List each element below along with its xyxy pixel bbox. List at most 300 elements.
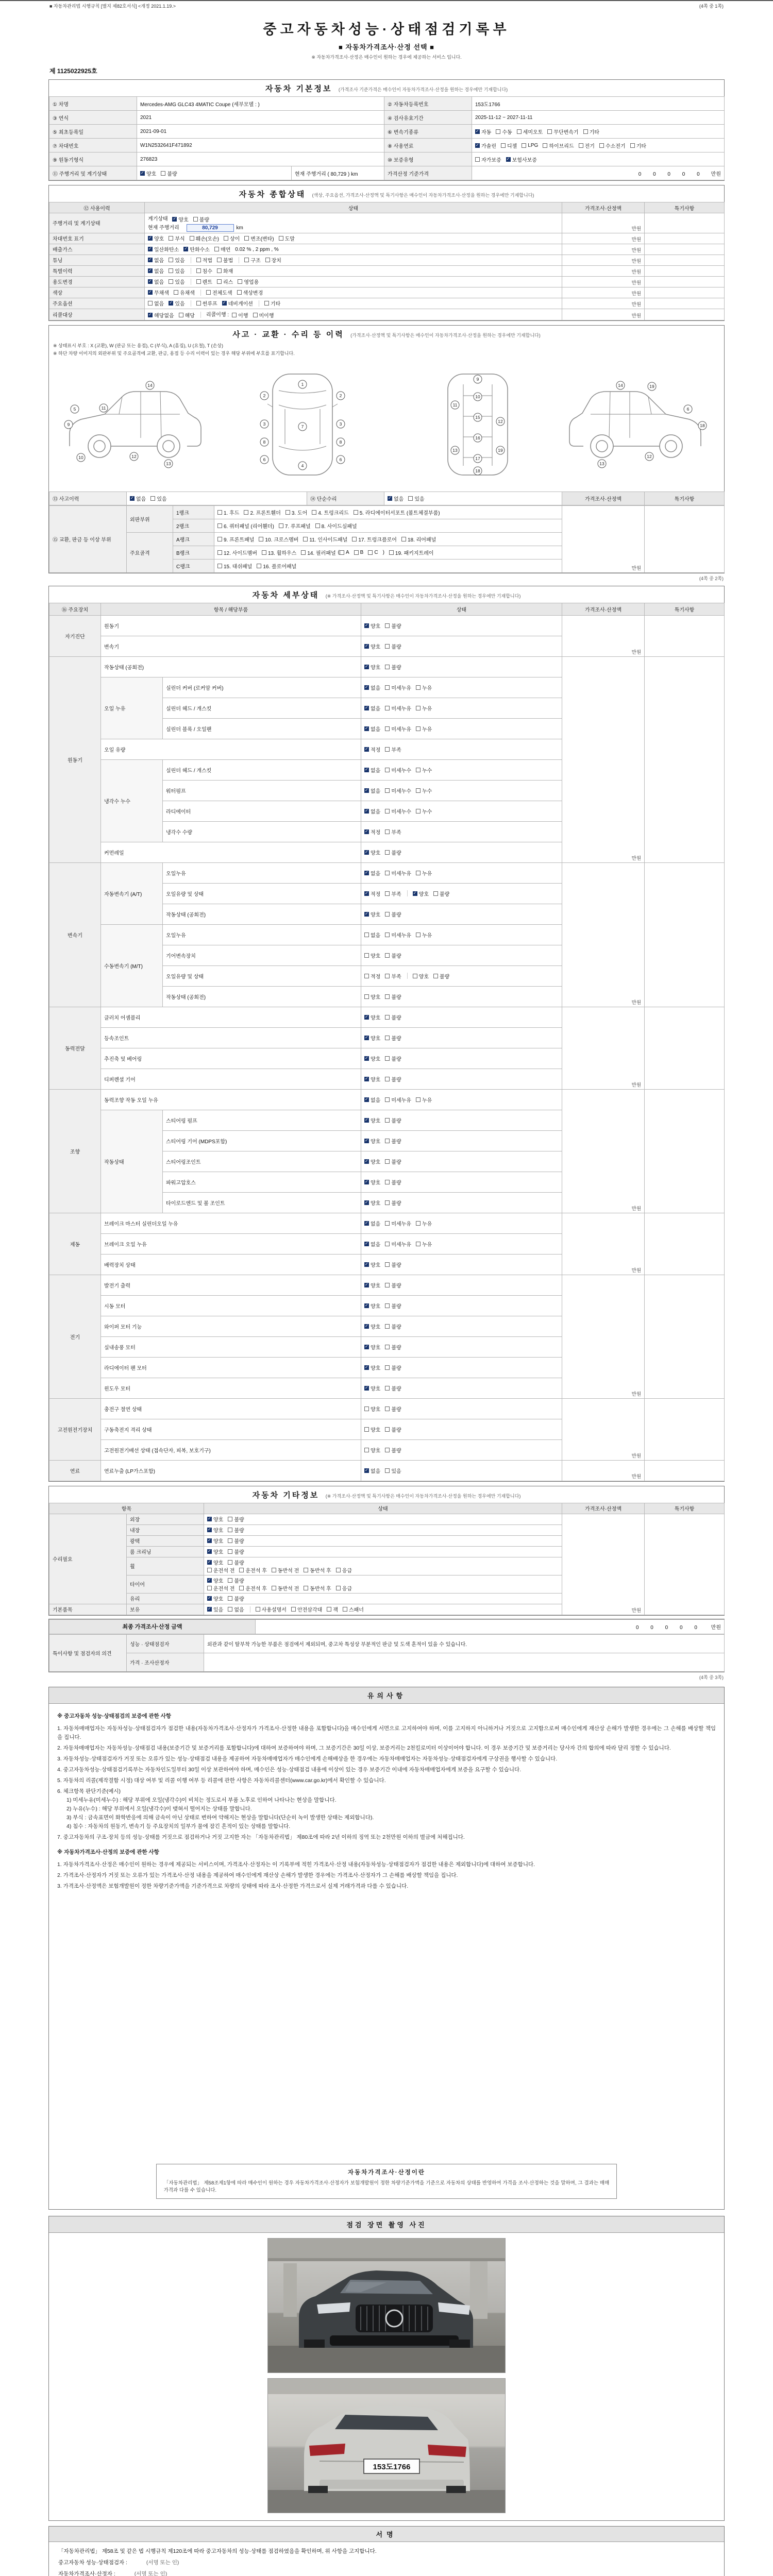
checkbox-checked[interactable]: ✓ 양호 (364, 1384, 380, 1392)
checkbox-checked[interactable]: ✓ 없음 (130, 495, 146, 502)
checkbox-unchecked[interactable]: 적정 (364, 972, 380, 980)
checkbox-unchecked[interactable]: 7. 루프패널 (279, 522, 311, 530)
checkbox-unchecked[interactable]: 있음 (169, 256, 184, 264)
diagram-part-number (130, 452, 138, 461)
etc-item-label: 광택 (127, 1535, 204, 1546)
checkbox-unchecked[interactable]: 양호 (413, 972, 429, 980)
checkbox-unchecked[interactable]: 리스 (217, 278, 233, 285)
checkbox-unchecked[interactable]: 있음 (169, 278, 184, 285)
checkbox-unchecked[interactable]: 불량 (385, 1302, 401, 1310)
device-group-label: 조향 (49, 1089, 101, 1213)
basic-value: 153도1766 (472, 97, 725, 111)
checkbox-unchecked[interactable]: 불량 (433, 972, 449, 980)
etc-title: 자동차 기타정보 (252, 1490, 320, 1500)
detail-price-cell: 만원 (562, 1213, 645, 1275)
checkbox-unchecked[interactable]: 미이행 (253, 311, 274, 319)
detail-item-label: 기어변속장치 (163, 945, 361, 965)
checkbox-checked[interactable]: ✓ 양호 (207, 1558, 223, 1566)
overall-item-state (145, 213, 562, 233)
photo-section-title: 점검 장면 촬영 사진 (49, 2216, 724, 2233)
checkbox-unchecked[interactable]: 13. 휠하우스 (262, 549, 296, 556)
final-price-label: 최종 가격조사·산정 금액 (49, 1619, 256, 1634)
checkbox-unchecked[interactable]: 불량 (385, 1055, 401, 1062)
basic-info-subtitle: (가격조사 기준가격은 매수인이 자동차가격조사·산정을 원하는 경우에만 기재합니다) (338, 87, 508, 92)
checkbox-unchecked[interactable]: 불량 (161, 170, 177, 177)
checkbox-unchecked[interactable]: 색상변경 (237, 289, 263, 296)
checkbox-unchecked[interactable]: 불량 (385, 849, 401, 856)
checkbox-unchecked[interactable]: 불량 (385, 993, 401, 1001)
checkbox-unchecked[interactable]: 운전석 후 (239, 1584, 266, 1592)
state-line (148, 234, 559, 242)
col-state: 상태 (145, 202, 562, 213)
checkbox-unchecked[interactable]: 불량 (228, 1548, 244, 1555)
checkbox-unchecked[interactable]: 유채색 (174, 289, 195, 296)
checkbox-unchecked[interactable]: 운전석 전 (207, 1584, 234, 1592)
checkbox-unchecked[interactable]: 불량 (385, 1158, 401, 1165)
checkbox-checked[interactable]: ✓ 없음 (364, 766, 380, 774)
checkbox-unchecked[interactable]: 수소전기 (599, 142, 626, 149)
checkbox-checked[interactable]: ✓ 양호 (140, 170, 156, 177)
checkbox-checked[interactable]: ✓ 양호 (364, 1013, 380, 1021)
checkbox-unchecked[interactable]: 누수 (416, 766, 432, 774)
overall-item-state (145, 276, 562, 287)
checkbox-checked[interactable]: ✓ 양호 (364, 849, 380, 856)
checkbox-unchecked[interactable]: 불량 (385, 663, 401, 671)
inline-label: 리콜이행 : (206, 312, 229, 318)
checkbox-unchecked[interactable]: 상이 (224, 234, 240, 242)
detail-item-label: 실린더 블록 / 오일팬 (163, 718, 361, 739)
checkbox-checked[interactable]: ✓ 양호 (364, 1137, 380, 1145)
checkbox-unchecked[interactable]: 불량 (385, 1384, 401, 1392)
checkbox-unchecked[interactable]: 기타 (264, 299, 280, 307)
signer-assessor-label: 자동차가격조사·산정자 : (58, 2570, 115, 2576)
checkbox-unchecked[interactable]: 누유 (416, 931, 432, 939)
detail-item-state (361, 1069, 562, 1089)
checkbox-checked[interactable]: ✓ 양호 (364, 1364, 380, 1371)
checkbox-unchecked[interactable]: 렌트 (196, 278, 212, 285)
overall-title: 자동차 종합상태 (239, 190, 306, 199)
checkbox-unchecked[interactable]: 불량 (228, 1577, 244, 1584)
checkbox-unchecked[interactable]: 미세누유 (385, 704, 411, 712)
detail-item-state (361, 1192, 562, 1213)
checkbox-unchecked[interactable]: 미세누유 (385, 684, 411, 691)
checkbox-unchecked[interactable]: 불량 (228, 1526, 244, 1534)
checkbox-unchecked[interactable]: 스패너 (343, 1605, 364, 1613)
etc-price-cell: 만원 (562, 1514, 645, 1615)
checkbox-unchecked[interactable]: 동반석 후 (304, 1566, 331, 1574)
etc-item-label: 타이어 (127, 1575, 204, 1593)
col-price: 가격조사·산정액 (562, 202, 645, 213)
checkbox-checked[interactable]: ✓ 가솔린 (475, 142, 496, 149)
checkbox-unchecked[interactable]: 전기 (579, 142, 595, 149)
svg-text:8: 8 (339, 439, 342, 445)
checkbox-unchecked[interactable]: 누유 (416, 1240, 432, 1248)
checkbox-unchecked[interactable]: 1. 후드 (217, 509, 239, 516)
checkbox-unchecked[interactable]: 누유 (416, 725, 432, 733)
checkbox-unchecked[interactable]: 미세누수 (385, 807, 411, 815)
checkbox-unchecked[interactable]: 미세누유 (385, 725, 411, 733)
checkbox-checked[interactable]: ✓ 자동 (475, 128, 491, 135)
device-group-label: 전기 (49, 1275, 101, 1398)
overall-item-state (145, 309, 562, 320)
mileage-value-cell: 현재 주행거리 ( 80,729 ) km (292, 166, 384, 180)
etc-item-state (204, 1557, 562, 1575)
checkbox-unchecked[interactable]: 양호 (364, 1405, 380, 1413)
checkbox-checked[interactable]: ✓ 양호 (207, 1537, 223, 1545)
checkbox-checked[interactable]: ✓ 양호 (364, 1323, 380, 1330)
checkbox-unchecked[interactable]: 불량 (228, 1537, 244, 1545)
checkbox-unchecked[interactable]: 불량 (385, 1446, 401, 1454)
checkbox-unchecked[interactable]: 불량 (385, 1281, 401, 1289)
checkbox-unchecked[interactable]: 매연 (214, 245, 230, 253)
checkbox-unchecked[interactable]: 장치 (265, 256, 281, 264)
overall-note-cell (645, 309, 725, 320)
checkbox-unchecked[interactable]: 하이브리드 (543, 142, 574, 149)
checkbox-unchecked[interactable]: 18. 리어패널 (401, 535, 436, 543)
checkbox-checked[interactable]: ✓ 없음 (364, 1096, 380, 1104)
checkbox-unchecked[interactable]: 운전석 후 (239, 1566, 266, 1574)
checkbox-unchecked[interactable]: 화재 (217, 267, 233, 275)
basic-label-mileage: ⑪ 주행거리 및 계기상태 (49, 166, 137, 180)
checkbox-unchecked[interactable]: 적법 (196, 256, 212, 264)
checkbox-unchecked[interactable]: 동반석 전 (272, 1584, 299, 1592)
checkbox-unchecked[interactable]: LPG (522, 143, 538, 148)
photo-rear-car-image (268, 2379, 505, 2513)
checkbox-checked[interactable]: ✓ 있음 (169, 299, 184, 307)
checkbox-checked[interactable]: ✓ 일산화탄소 (148, 245, 179, 253)
detail-item-state (361, 1027, 562, 1048)
svg-text:19: 19 (498, 447, 503, 453)
notice-item: 3. 가격조사·산정액은 보험개발원이 정한 차량기준가액을 기준가격으로 차량의 상태에 따라 조사·산정한 가격으로서 실제 거래가격과 다를 수 있습니다. (57, 1883, 409, 1889)
device-group-label: 원동기 (49, 656, 101, 862)
checkbox-checked[interactable]: ✓ 양호 (364, 1158, 380, 1165)
checkbox-unchecked[interactable]: 불량 (385, 1137, 401, 1145)
checkbox-unchecked[interactable]: 12. 사이드멤버 (217, 549, 257, 556)
checkbox-checked[interactable]: ✓ 적정 (364, 745, 380, 753)
checkbox-unchecked[interactable]: 침수 (196, 267, 212, 275)
svg-text:2: 2 (339, 393, 342, 398)
checkbox-checked[interactable]: ✓ 양호 (364, 1199, 380, 1207)
checkbox-unchecked[interactable]: 5. 라디에이터서포트 (볼트체결부품) (354, 509, 440, 516)
checkbox-checked[interactable]: ✓ 없음 (148, 256, 164, 264)
divider (200, 312, 201, 318)
checkbox-unchecked[interactable]: 도말 (279, 234, 295, 242)
basic-label: ⑥ 변속기종류 (384, 125, 472, 139)
checkbox-checked[interactable]: ✓ 양호 (207, 1515, 223, 1523)
checkbox-checked[interactable]: ✓ 양호 (207, 1526, 223, 1534)
svg-text:3: 3 (339, 421, 342, 427)
checkbox-unchecked[interactable]: 불량 (193, 215, 209, 223)
checkbox-unchecked[interactable]: 미세누유 (385, 931, 411, 939)
checkbox-checked[interactable]: ✓ 양호 (364, 1055, 380, 1062)
basic-label: ④ 검사유효기간 (384, 111, 472, 125)
checkbox-checked[interactable]: ✓ 양호 (364, 622, 380, 630)
checkbox-checked[interactable]: ✓ 없음 (364, 807, 380, 815)
checkbox-unchecked[interactable]: 불량 (228, 1515, 244, 1523)
checkbox-checked[interactable]: ✓ 없음 (364, 869, 380, 877)
checkbox-unchecked[interactable]: 기타 (630, 142, 646, 149)
checkbox-unchecked[interactable]: A (340, 550, 349, 555)
etc-item-state (204, 1535, 562, 1546)
detail-item-state (361, 718, 562, 739)
checkbox-unchecked[interactable]: 3. 도어 (285, 509, 307, 516)
checkbox-unchecked[interactable]: 17. 트렁크플로어 (352, 535, 397, 543)
checkbox-unchecked[interactable]: 없음 (228, 1605, 244, 1613)
checkbox-unchecked[interactable]: 없음 (148, 299, 164, 307)
svg-text:16: 16 (475, 435, 480, 440)
checkbox-unchecked[interactable]: 불량 (385, 622, 401, 630)
checkbox-unchecked[interactable]: 훼손(오손) (190, 234, 219, 242)
checkbox-unchecked[interactable]: B (354, 550, 364, 555)
checkbox-unchecked[interactable]: 불량 (385, 1343, 401, 1351)
checkbox-unchecked[interactable]: 6. 쿼터패널 (리어휀더) (217, 522, 274, 530)
checkbox-unchecked[interactable]: 양호 (364, 1446, 380, 1454)
checkbox-unchecked[interactable]: 있음 (385, 1467, 401, 1475)
detail-price-cell: 만원 (562, 1275, 645, 1398)
checkbox-unchecked[interactable]: 누유 (416, 684, 432, 691)
checkbox-unchecked[interactable]: 미세누수 (385, 787, 411, 794)
detail-note-cell (645, 1089, 725, 1213)
detail-item-label: 파워고압호스 (163, 1172, 361, 1192)
checkbox-unchecked[interactable]: 불량 (385, 1405, 401, 1413)
checkbox-checked[interactable]: ✓ 양호 (364, 1116, 380, 1124)
checkbox-unchecked[interactable]: 불량 (385, 1323, 401, 1330)
checkbox-unchecked[interactable]: 불량 (385, 952, 401, 959)
detail-item-label: 워터펌프 (163, 780, 361, 801)
checkbox-unchecked[interactable]: 잭 (327, 1605, 338, 1613)
state-line (148, 278, 559, 285)
checkbox-unchecked[interactable]: 썬루프 (196, 299, 217, 307)
checkbox-unchecked[interactable]: 불량 (385, 642, 401, 650)
checkbox-checked[interactable]: ✓ 양호 (172, 215, 188, 223)
checkbox-checked[interactable]: ✓ 양호 (364, 1178, 380, 1186)
checkbox-unchecked[interactable]: 9. 프론트패널 (217, 535, 254, 543)
checkbox-checked[interactable]: ✓ 없음 (148, 278, 164, 285)
checkbox-unchecked[interactable]: 수동 (496, 128, 512, 135)
checkbox-unchecked[interactable]: 동반석 전 (272, 1566, 299, 1574)
checkbox-unchecked[interactable]: 누유 (416, 1219, 432, 1227)
checkbox-checked[interactable]: ✓ 탄화수소 (183, 245, 210, 253)
checkbox-unchecked[interactable]: 있음 (408, 495, 424, 502)
checkbox-unchecked[interactable]: 누유 (416, 1096, 432, 1104)
checkbox-checked[interactable]: ✓ 보험사보증 (506, 156, 537, 163)
checkbox-checked[interactable]: ✓ 네비게이션 (222, 299, 253, 307)
detail-item-state (361, 780, 562, 801)
checkbox-unchecked[interactable]: 동반석 후 (304, 1584, 331, 1592)
checkbox-checked[interactable]: ✓ 해당없음 (148, 311, 174, 319)
diagram-part-number (260, 392, 268, 400)
checkbox-unchecked[interactable]: 누유 (416, 704, 432, 712)
etc-item-label: 내장 (127, 1524, 204, 1535)
checkbox-unchecked[interactable]: 미세누수 (385, 766, 411, 774)
checkbox-unchecked[interactable]: 누수 (416, 807, 432, 815)
checkbox-unchecked[interactable]: 15. 대쉬패널 (217, 562, 252, 570)
checkbox-unchecked[interactable]: 불량 (385, 910, 401, 918)
checkbox-unchecked[interactable]: 미세누유 (385, 1219, 411, 1227)
basic-value: 2025-11-12 ~ 2027-11-11 (472, 111, 725, 125)
checkbox-unchecked[interactable]: 자가보증 (475, 156, 501, 163)
checkbox-unchecked[interactable]: 양호 (364, 993, 380, 1001)
checkbox-unchecked[interactable]: 불법 (217, 256, 233, 264)
document-title: 중고자동차성능·상태점검기록부 (263, 22, 510, 37)
checkbox-unchecked[interactable]: 미세누유 (385, 1240, 411, 1248)
checkbox-checked[interactable]: ✓ 없음 (148, 267, 164, 275)
checkbox-checked[interactable]: ✓ 양호 (364, 663, 380, 671)
checkbox-unchecked[interactable]: 부족 (385, 972, 401, 980)
diagram-part-number (474, 393, 482, 401)
svg-text:9: 9 (67, 421, 70, 427)
checkbox-unchecked[interactable]: 4. 트렁크리드 (312, 509, 348, 516)
device-subgroup-label: 자동변속기 (A/T) (101, 862, 163, 924)
checkbox-checked[interactable]: ✓ 무채색 (148, 289, 169, 296)
checkbox-checked[interactable]: ✓ 양호 (364, 1261, 380, 1268)
checkbox-unchecked[interactable]: 없음 (364, 931, 380, 939)
svg-text:18: 18 (475, 468, 480, 473)
checkbox-checked[interactable]: ✓ 양호 (364, 1075, 380, 1083)
exchange-parts-label: ⑮ 교환, 판금 등 이상 부위 (49, 505, 127, 572)
etc-item-state (204, 1575, 562, 1593)
checkbox-unchecked[interactable]: 사용설명서 (256, 1605, 287, 1613)
rank-items (214, 505, 562, 519)
checkbox-checked[interactable]: ✓ 양호 (207, 1595, 223, 1602)
checkbox-unchecked[interactable]: 디젤 (501, 142, 517, 149)
checkbox-checked[interactable]: ✓ 없음 (364, 1240, 380, 1248)
checkbox-unchecked[interactable]: 전체도색 (206, 289, 232, 296)
checkbox-unchecked[interactable]: 불량 (385, 1426, 401, 1433)
checkbox-checked[interactable]: ✓ 양호 (148, 234, 164, 242)
notice-item: 1. 자동차가격조사·산정은 매수인이 원하는 경우에 제공되는 서비스이며, 가격조사·산정자는 이 기록부에 적힌 가격조사·산정 내용(자동차성능·상태점검자가 점검한 내용은 제외합니다)에 대하여 보증합니다. (57, 1861, 535, 1868)
inspection-photo-front (267, 2238, 506, 2373)
checkbox-unchecked[interactable]: 해당 (179, 311, 195, 319)
etc-col-price: 가격조사·산정액 (562, 1503, 645, 1514)
device-subgroup-label: 오일 누유 (101, 677, 163, 739)
checkbox-unchecked[interactable]: 변조(변타) (244, 234, 274, 242)
checkbox-unchecked[interactable]: 불량 (385, 1075, 401, 1083)
checkbox-checked[interactable]: ✓ 없음 (364, 787, 380, 794)
checkbox-unchecked[interactable]: 미세누유 (385, 869, 411, 877)
checkbox-unchecked[interactable]: 구조 (244, 256, 260, 264)
basic-info-section (48, 79, 725, 181)
checkbox-checked[interactable]: ✓ 적정 (364, 828, 380, 836)
rank-label: 1랭크 (173, 505, 214, 519)
checkbox-unchecked[interactable]: 양호 (364, 952, 380, 959)
checkbox-unchecked[interactable]: 10. 크로스멤버 (259, 535, 298, 543)
checkbox-unchecked[interactable]: 운전석 전 (207, 1566, 234, 1574)
checkbox-unchecked[interactable]: 부식 (169, 234, 184, 242)
checkbox-checked[interactable]: ✓ 있음 (207, 1605, 223, 1613)
checkbox-checked[interactable]: ✓ 없음 (364, 704, 380, 712)
checkbox-checked[interactable]: ✓ 없음 (388, 495, 404, 502)
overall-item-state (145, 255, 562, 265)
checkbox-checked[interactable]: ✓ 양호 (364, 1281, 380, 1289)
checkbox-checked[interactable]: ✓ 양호 (364, 1302, 380, 1310)
base-price-value: 0 0 0 0 0 만원 (472, 166, 725, 180)
checkbox-unchecked[interactable]: 19. 패키지트레이 (389, 549, 434, 556)
checkbox-unchecked[interactable]: 14. 필러패널 ( A B C ) (301, 549, 384, 556)
detail-price-cell: 만원 (562, 1398, 645, 1460)
checkbox-checked[interactable]: ✓ 없음 (364, 684, 380, 691)
checkbox-unchecked[interactable]: 8. 사이드실패널 (315, 522, 357, 530)
checkbox-unchecked[interactable]: 2. 프론트휀더 (244, 509, 280, 516)
checkbox-unchecked[interactable]: 불량 (228, 1558, 244, 1566)
rank-price-cell: 만원 (562, 505, 645, 572)
checkbox-unchecked[interactable]: 불량 (385, 1199, 401, 1207)
checkbox-checked[interactable]: ✓ 없음 (364, 1467, 380, 1475)
checkbox-checked[interactable]: ✓ 양호 (364, 642, 380, 650)
checkbox-checked[interactable]: ✓ 양호 (207, 1548, 223, 1555)
checkbox-unchecked[interactable]: 기타 (583, 128, 599, 135)
checkbox-unchecked[interactable]: 불량 (385, 1261, 401, 1268)
checkbox-unchecked[interactable]: 응급 (336, 1566, 352, 1574)
checkbox-unchecked[interactable]: 불량 (433, 890, 449, 897)
checkbox-unchecked[interactable]: 11. 인사이드패널 (303, 535, 347, 543)
checkbox-unchecked[interactable]: 누유 (416, 869, 432, 877)
checkbox-unchecked[interactable]: 불량 (385, 1116, 401, 1124)
checkbox-unchecked[interactable]: 부족 (385, 745, 401, 753)
detail-item-state (361, 924, 562, 945)
checkbox-unchecked[interactable]: 불량 (228, 1595, 244, 1602)
detail-item-label: 추진축 및 베어링 (101, 1048, 361, 1069)
detail-item-state (361, 1007, 562, 1027)
checkbox-checked[interactable]: ✓ 적정 (364, 890, 380, 897)
detail-item-label: 배력장치 상태 (101, 1254, 361, 1275)
notice-item: 3. 자동차성능·상태점검자가 거짓 또는 오류가 있는 성능·상태점검 내용을 제공하여 자동차매매업자가 매수인에게 손해배상을 한 경우에는 자동차매매업자는 자동차성능·상태점검자에게 구상권을 행사할 수 있습니다. (57, 1755, 558, 1762)
detail-item-label: 작동상태 (공회전) (163, 904, 361, 924)
checkbox-unchecked[interactable]: 부족 (385, 828, 401, 836)
checkbox-unchecked[interactable]: 무단변속기 (547, 128, 578, 135)
state-line: 현재 주행거리 80,729 km (148, 225, 243, 231)
checkbox-unchecked[interactable]: 16. 플로어패널 (257, 562, 296, 570)
document-title-note: ※ 자동차가격조사·산정은 매수인이 원하는 경우에 제공하는 서비스 입니다. (311, 55, 462, 60)
detail-item-state (361, 945, 562, 965)
detail-item-label: 스티어링조인트 (163, 1151, 361, 1172)
checkbox-unchecked[interactable]: 불량 (385, 1178, 401, 1186)
diagram-part-number (298, 462, 307, 470)
accident-col-note: 특기사항 (645, 492, 725, 505)
checkbox-unchecked[interactable]: 이행 (232, 311, 248, 319)
checkbox-unchecked[interactable]: 부족 (385, 890, 401, 897)
checkbox-unchecked[interactable]: 있음 (150, 495, 166, 502)
checkbox-unchecked[interactable]: 영업용 (238, 278, 259, 285)
checkbox-unchecked[interactable]: 양호 (364, 1426, 380, 1433)
checkbox-checked[interactable]: ✓ 양호 (364, 1034, 380, 1042)
checkbox-unchecked[interactable]: 누수 (416, 787, 432, 794)
checkbox-unchecked[interactable]: 안전삼각대 (291, 1605, 322, 1613)
checkbox-unchecked[interactable]: 미세누유 (385, 1096, 411, 1104)
checkbox-unchecked[interactable]: 있음 (169, 267, 184, 275)
checkbox-unchecked[interactable]: 불량 (385, 1013, 401, 1021)
checkbox-unchecked[interactable]: 불량 (385, 1364, 401, 1371)
checkbox-unchecked[interactable]: 세미오토 (517, 128, 543, 135)
checkbox-checked[interactable]: ✓ 양호 (364, 910, 380, 918)
checkbox-unchecked[interactable]: 응급 (336, 1584, 352, 1592)
checkbox-unchecked[interactable]: C (368, 550, 378, 555)
checkbox-checked[interactable]: ✓ 양호 (364, 1343, 380, 1351)
checkbox-checked[interactable]: ✓ 양호 (207, 1577, 223, 1584)
checkbox-checked[interactable]: ✓ 양호 (413, 890, 429, 897)
checkbox-checked[interactable]: ✓ 없음 (364, 1219, 380, 1227)
rank-items (214, 546, 562, 559)
detail-item-label: 커먼레일 (101, 842, 361, 862)
detail-item-label: 작동상태 (공회전) (101, 656, 361, 677)
accident-history-state (127, 492, 307, 505)
detail-item-label: 윈도우 모터 (101, 1378, 361, 1398)
diagram-part-number (451, 446, 459, 454)
checkbox-unchecked[interactable]: 불량 (385, 1034, 401, 1042)
overall-price-cell: 만원 (562, 276, 645, 287)
detail-price-cell: 만원 (562, 862, 645, 1007)
checkbox-checked[interactable]: ✓ 없음 (364, 725, 380, 733)
